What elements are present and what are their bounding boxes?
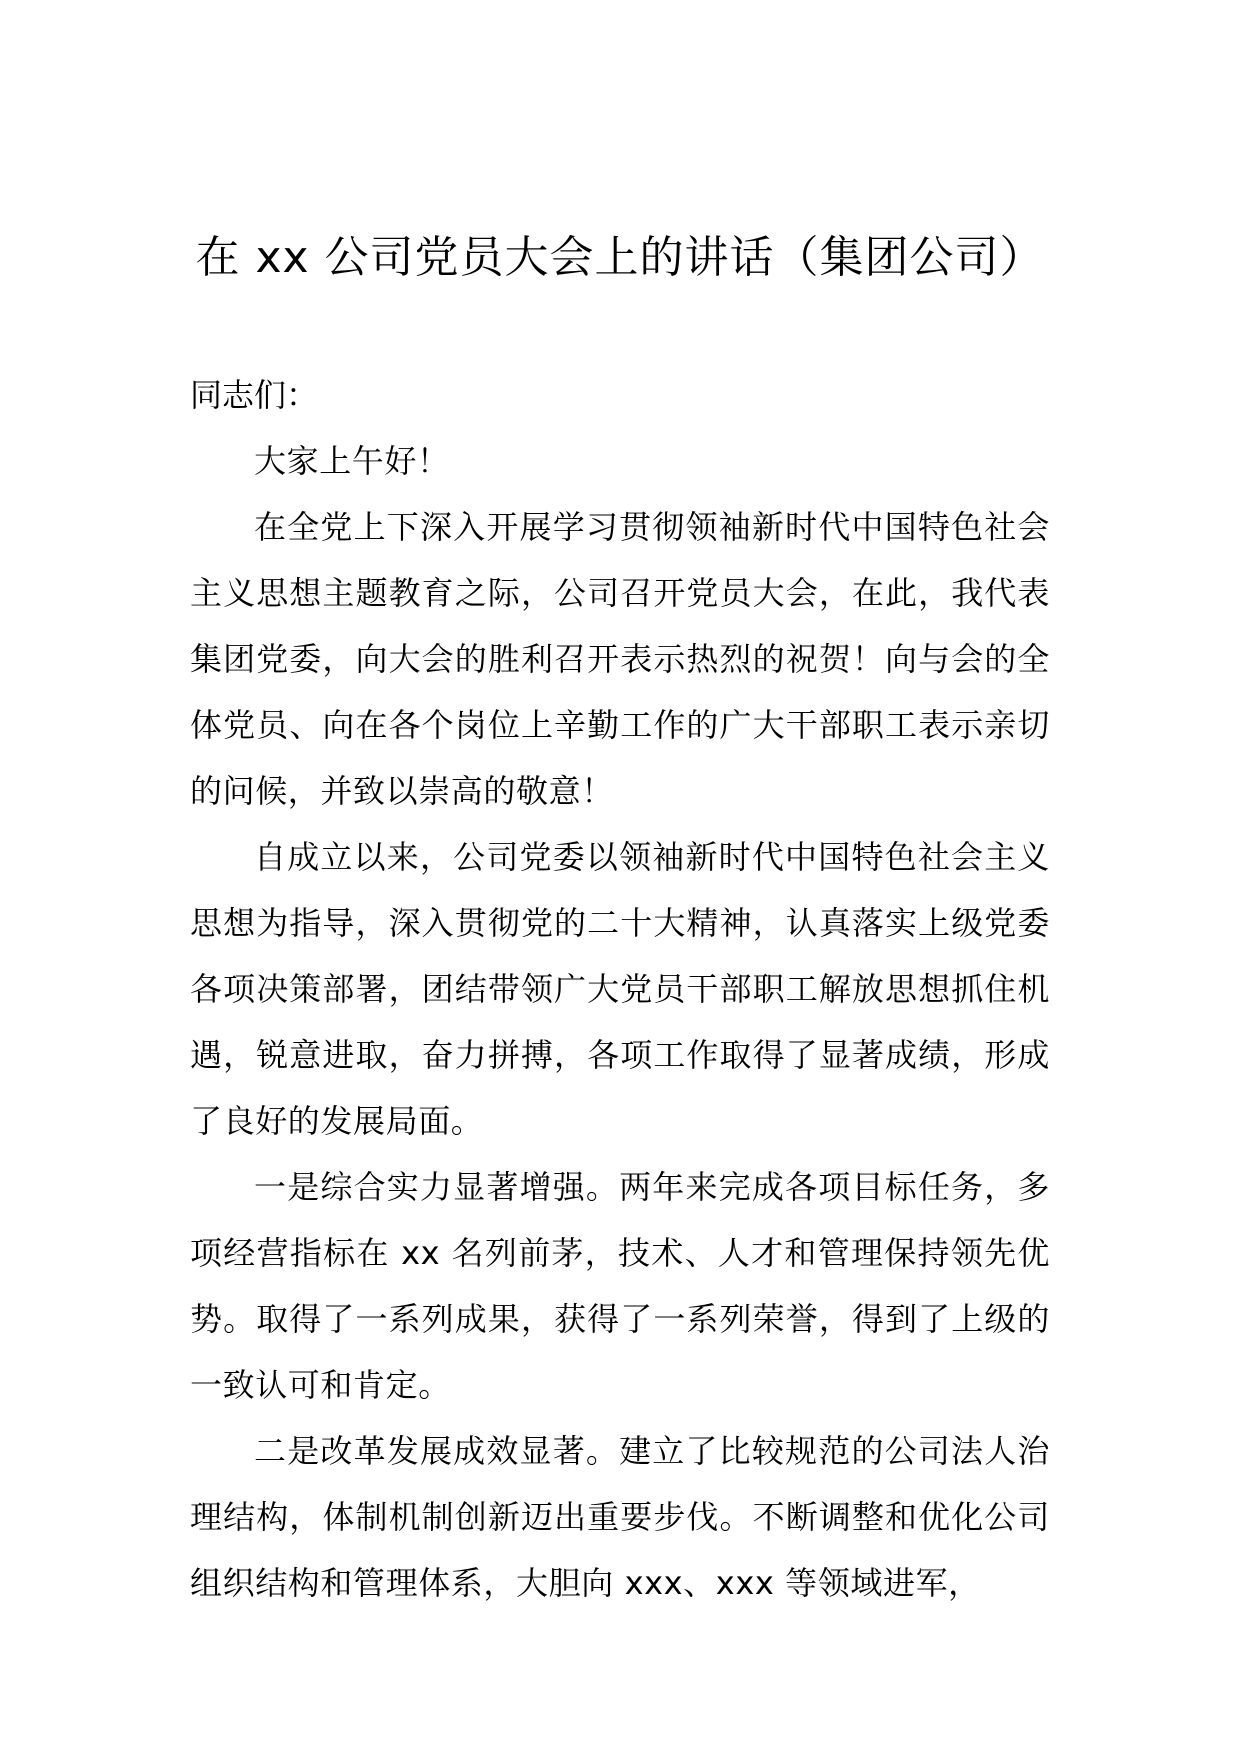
paragraph-point-two: 二是改革发展成效显著。建立了比较规范的公司法人治理结构，体制机制创新迈出重要步伐。不断调整和优化公司组织结构和管理体系，大胆向 xxx、xxx 等领域进军， [190, 1432, 1050, 1602]
paragraph-achievements-intro: 自成立以来，公司党委以领袖新时代中国特色社会主义思想为指导，深入贯彻党的二十大精神，认真落实上级党委各项决策部署，团结带领广大党员干部职工解放思想抓住机遇，锐意进取，奋力拼搏，各项工作取得了显著成绩，形成了良好的发展局面。 [190, 838, 1050, 1140]
salutation: 同志们： [190, 376, 319, 414]
paragraph-greeting: 大家上午好！ [254, 442, 450, 480]
document-title: 在 xx 公司党员大会上的讲话（集团公司） [195, 232, 1045, 283]
document-body [190, 362, 1050, 1616]
paragraph-point-one: 一是综合实力显著增强。两年来完成各项目标任务，多项经营指标在 xx 名列前茅，技术、人才和管理保持领先优势。取得了一系列成果，获得了一系列荣誉，得到了上级的一致认可和肯定。 [190, 1168, 1050, 1404]
paragraph-congratulations: 在全党上下深入开展学习贯彻领袖新时代中国特色社会主义思想主题教育之际，公司召开党员大会，在此，我代表集团党委，向大会的胜利召开表示热烈的祝贺！向与会的全体党员、向在各个岗位上辛勤工作的广大干部职工表示亲切的问候，并致以崇高的敬意！ [190, 508, 1050, 810]
